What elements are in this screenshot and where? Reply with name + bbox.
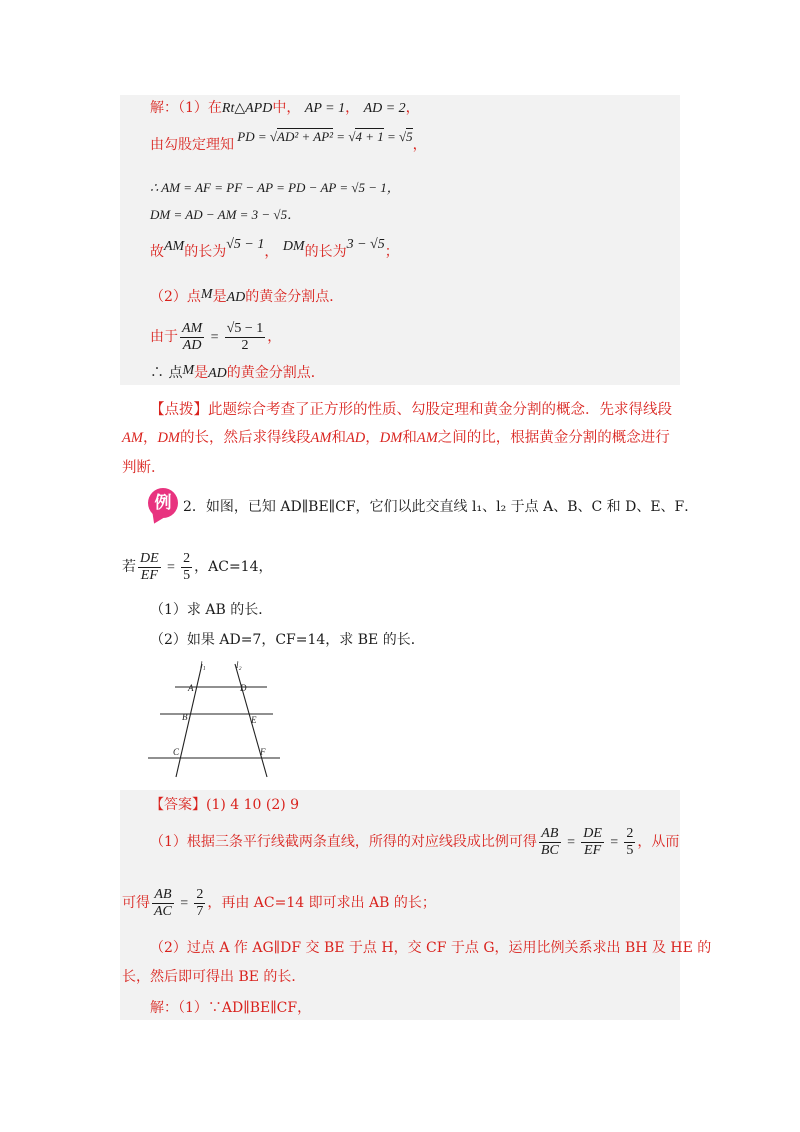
solution-line-4: DM = AD − AM = 3 − √5． — [150, 207, 301, 222]
solution-line-8: ∴ 点M是AD的黄金分割点． — [150, 363, 325, 381]
solution-line-1: 解：（1）在Rt△APD中， AP = 1， AD = 2， — [150, 100, 420, 116]
example-badge-icon: 例 — [148, 488, 178, 518]
answer-line-2: （1）根据三条平行线截两条直线，所得的对应线段成比例可得 $\frac{AB}{BC}$ = $\frac{DE}{EF}$ = $\frac{2}{5}$ ，从而 — [150, 825, 680, 858]
label-c: C — [173, 747, 180, 757]
label-a: A — [188, 683, 194, 693]
label-l1: l₁ — [200, 660, 206, 670]
label-e: E — [251, 715, 257, 725]
answer-line-5: 长，然后即可得出 BE 的长． — [122, 969, 306, 985]
label-b: B — [182, 712, 188, 722]
transversal-l1 — [176, 664, 202, 777]
comment-line-1: 【点拨】此题综合考查了正方形的性质、勾股定理和黄金分割的概念．先求得线段 — [150, 402, 672, 418]
example-condition: 若 $\frac{DE}{EF}$ = $\frac{2}{5}$ ，AC=14， — [122, 550, 273, 583]
answer-line-6: 解：（1）∵AD∥BE∥CF， — [150, 1000, 312, 1016]
label-f: F — [260, 747, 266, 757]
answer-line-3: 可得 $\frac{AB}{AC}$ = $\frac{2}{7}$ ，再由 AC=14 即可求出 AB 的长； — [122, 886, 436, 919]
answer-line-1: 【答案】(1) 4 10 (2) 9 — [150, 797, 300, 813]
solution-line-3: ∴ AM = AF = PF − AP = PD − AP = √5 − 1， — [150, 180, 400, 195]
question-1: （1）求 AB 的长． — [150, 602, 273, 618]
solution-line-5: 故AM的长为√5 − 1， DM的长为3 − √5； — [150, 237, 399, 260]
solution-line-7: 由于 $\frac{AM}{AD}$ = $\frac{√5 - 1}{2}$ ， — [150, 320, 282, 353]
example-intro: 2．如图，已知 AD∥BE∥CF，它们以此交直线 l₁、l₂ 于点 A、B、C 和 D、E、F． — [183, 499, 699, 515]
question-2: （2）如果 AD=7，CF=14，求 BE 的长． — [150, 632, 425, 648]
answer-line-4: （2）过点 A 作 AG∥DF 交 BE 于点 H，交 CF 于点 G，运用比例关系求出 BH 及 HE 的 — [150, 940, 712, 956]
solution-line-2: 由勾股定理知 PD = √AD² + AP² = √4 + 1 = √5， — [150, 129, 427, 153]
parallel-lines-figure — [145, 660, 285, 785]
label-d: D — [240, 683, 247, 693]
comment-line-3: 判断． — [122, 460, 166, 476]
label-l2: l₂ — [236, 660, 242, 670]
comment-line-2: AM，DM的长，然后求得线段AM和AD，DM和AM之间的比，根据黄金分割的概念进行 — [122, 430, 670, 446]
solution-line-6: （2）点M是AD的黄金分割点． — [150, 287, 344, 305]
